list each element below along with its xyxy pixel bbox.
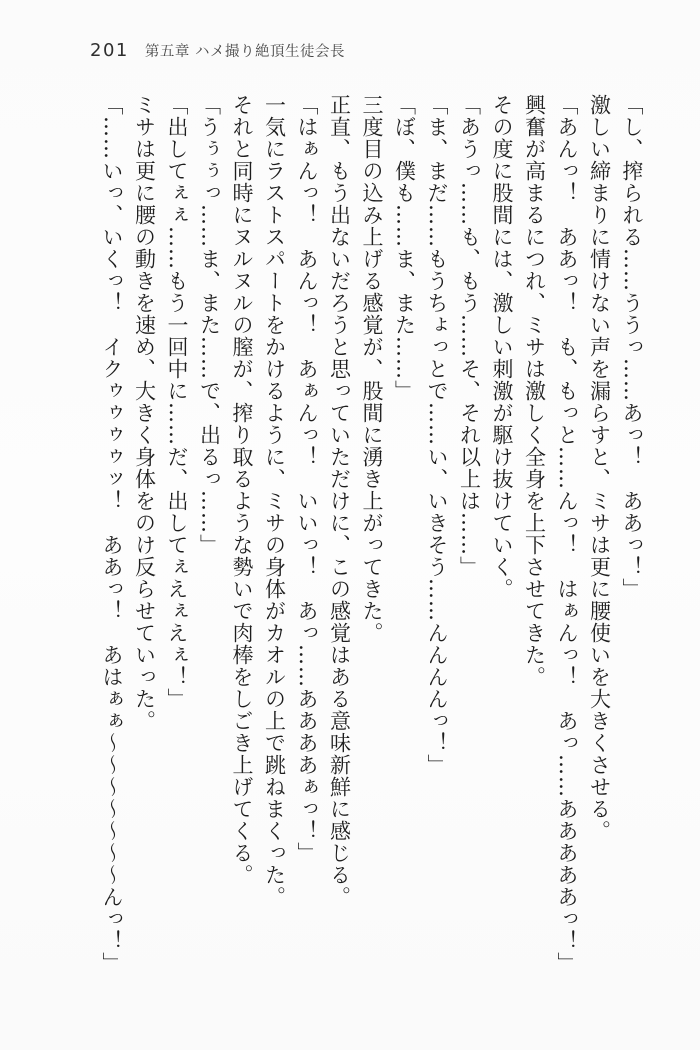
text-line-5: その度に股間には、激しい刺激が駆け抜けていく。 xyxy=(490,94,514,600)
text-line-14: 「うぅぅっ……ま、また……で、出るっ……」 xyxy=(197,94,222,556)
text-line-10: 正直、もう出ないだろうと思っていただけに、この感覚はある意味新鮮に感じる。 xyxy=(327,94,352,908)
vertical-text-block xyxy=(96,94,649,1016)
text-line-13: それと同時にヌルヌルの膣が、搾り取るような勢いで肉棒をしごき上げてくる。 xyxy=(230,94,254,886)
text-line-16: ミサは更に腰の動きを速め、大きく身体をのけ反らせていった。 xyxy=(132,94,157,732)
text-line-3: 「あんっ！ ああっ！ も、もっと……んっ！ はぁんっ！ あっ……あああああっ！」 xyxy=(555,94,579,974)
text-line-11: 「はぁんっ！ あんっ！ あぁんっ！ いいっ！ あっ……ああああぁっ！」 xyxy=(295,94,319,864)
text-line-12: 一気にラストスパートをかけるように、ミサの身体がカオルの上で跳ねまくった。 xyxy=(262,94,287,908)
text-line-8: 「ぼ、僕も……ま、また……」 xyxy=(392,94,417,402)
text-line-15: 「出してぇぇ……もう一回中に……だ、出してぇえぇえぇ！」 xyxy=(165,94,189,710)
text-line-4: 興奮が高まるにつれ、ミサは激しく全身を上下させてきた。 xyxy=(522,94,547,688)
text-line-1: 「し、搾られる……ううっ……あっ！ ああっ！」 xyxy=(620,94,644,600)
text-line-17: 「……いっ、いくっ！ イクゥゥゥゥッ！ ああっ！ あはぁぁ〜〜〜〜〜〜〜んっ！」 xyxy=(100,94,124,974)
text-line-2: 激しい締まりに情けない声を漏らすと、ミサは更に腰使いを大きくさせる。 xyxy=(587,94,612,842)
text-line-7: 「ま、まだ……もうちょっとで……い、いきそう……んんんんっ！」 xyxy=(425,94,449,776)
chapter-title: 第五章 ハメ撮り絶頂生徒会長 xyxy=(144,44,345,60)
page-header xyxy=(90,40,345,61)
page-number: 201 xyxy=(90,40,129,61)
text-line-6: 「あうっ……も、もう……そ、それ以上は……」 xyxy=(457,94,482,578)
text-line-9: 三度目の込み上げる感覚が、股間に湧き上がってきた。 xyxy=(360,94,384,644)
